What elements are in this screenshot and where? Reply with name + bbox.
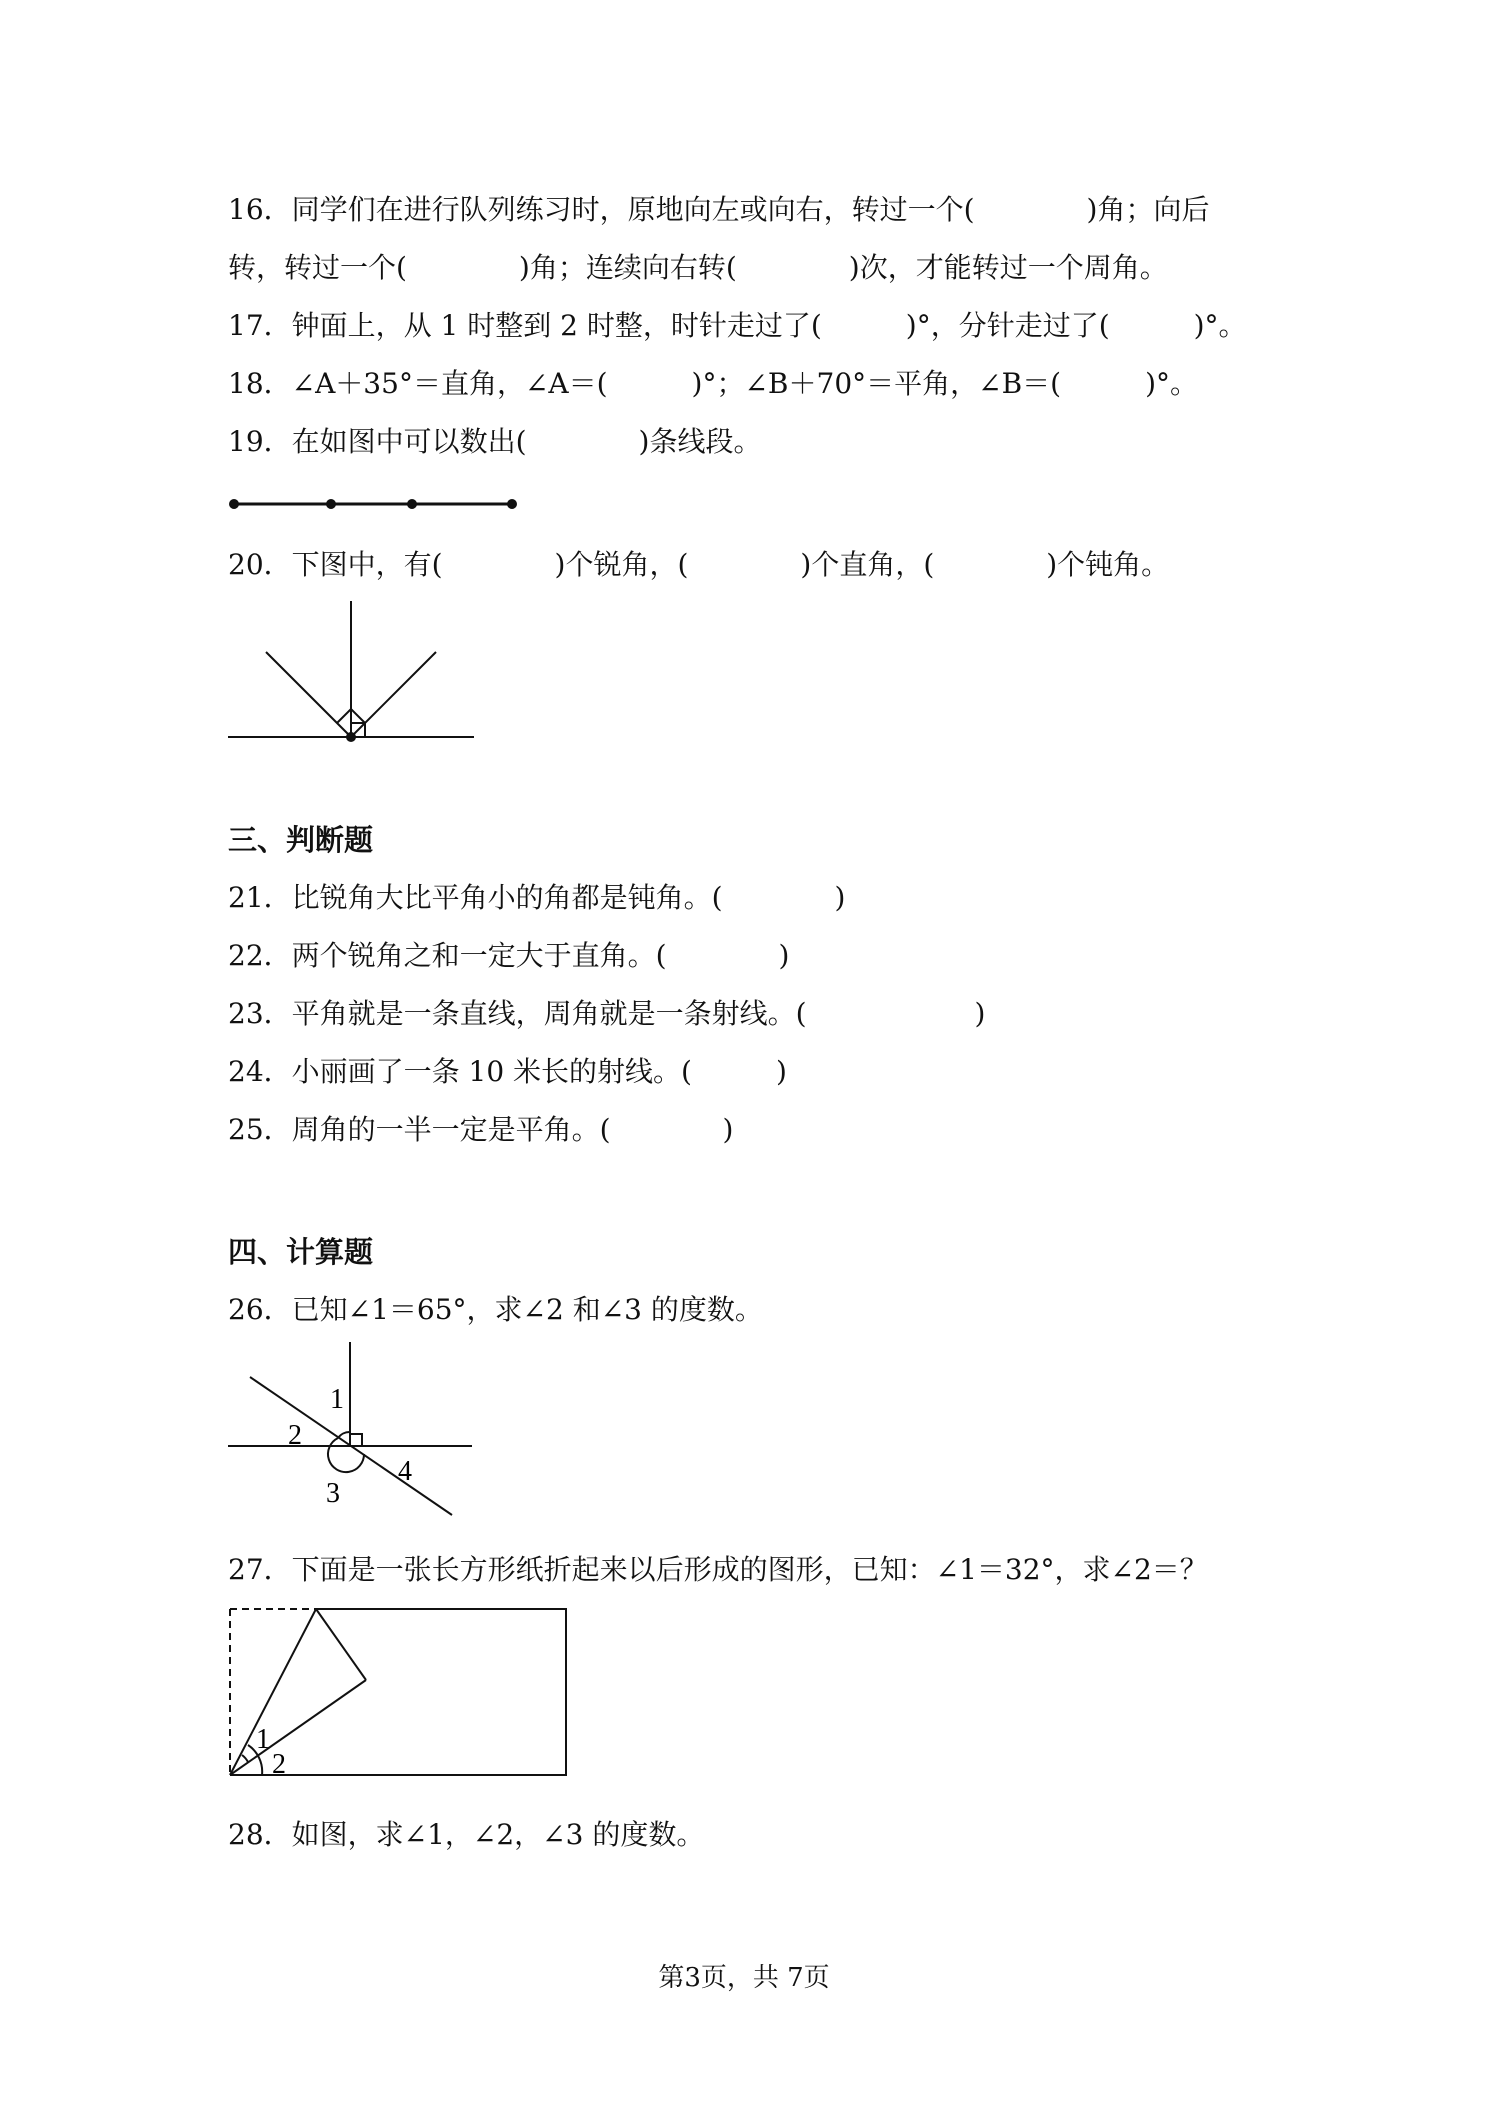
question-17: 17．钟面上，从 1 时整到 2 时整，时针走过了( )°，分针走过了( )°。 <box>228 309 1247 342</box>
question-19: 19．在如图中可以数出( )条线段。 <box>228 425 762 458</box>
fig27-label-1: 1 <box>256 1724 270 1755</box>
fig26-label-3: 3 <box>326 1478 340 1509</box>
figure-line-segments <box>226 494 526 514</box>
page-footer: 第3页，共 7页 <box>658 1963 830 1993</box>
fig26-label-1: 1 <box>330 1384 344 1415</box>
question-20: 20．下图中，有( )个锐角，( )个直角，( )个钝角。 <box>228 548 1170 581</box>
question-22: 22．两个锐角之和一定大于直角。( ) <box>228 939 790 972</box>
figure-angles <box>228 595 478 755</box>
section-title-judge: 三、判断题 <box>228 823 374 857</box>
question-26: 26．已知∠1＝65°，求∠2 和∠3 的度数。 <box>228 1293 763 1326</box>
question-16-line-2: 转，转过一个( )角；连续向右转( )次，才能转过一个周角。 <box>228 251 1168 284</box>
question-28: 28．如图，求∠1，∠2，∠3 的度数。 <box>228 1818 705 1851</box>
question-21: 21．比锐角大比平角小的角都是钝角。( ) <box>228 881 846 914</box>
figure-intersecting-lines <box>226 1340 486 1520</box>
question-24: 24．小丽画了一条 10 米长的射线。( ) <box>228 1055 787 1088</box>
figure-folded-rectangle <box>226 1605 572 1785</box>
fig26-label-4: 4 <box>398 1456 412 1487</box>
question-16-line-1: 16．同学们在进行队列练习时，原地向左或向右，转过一个( )角；向后 <box>228 193 1210 226</box>
fig27-label-2: 2 <box>272 1749 286 1780</box>
question-23: 23．平角就是一条直线，周角就是一条射线。( ) <box>228 997 986 1030</box>
fig26-label-2: 2 <box>288 1420 302 1451</box>
question-18: 18．∠A＋35°＝直角，∠A＝( )°；∠B＋70°＝平角，∠B＝( )°。 <box>228 367 1199 400</box>
question-25: 25．周角的一半一定是平角。( ) <box>228 1113 734 1146</box>
section-title-calc: 四、计算题 <box>228 1235 374 1269</box>
question-27: 27．下面是一张长方形纸折起来以后形成的图形，已知：∠1＝32°，求∠2＝？ <box>228 1553 1208 1586</box>
